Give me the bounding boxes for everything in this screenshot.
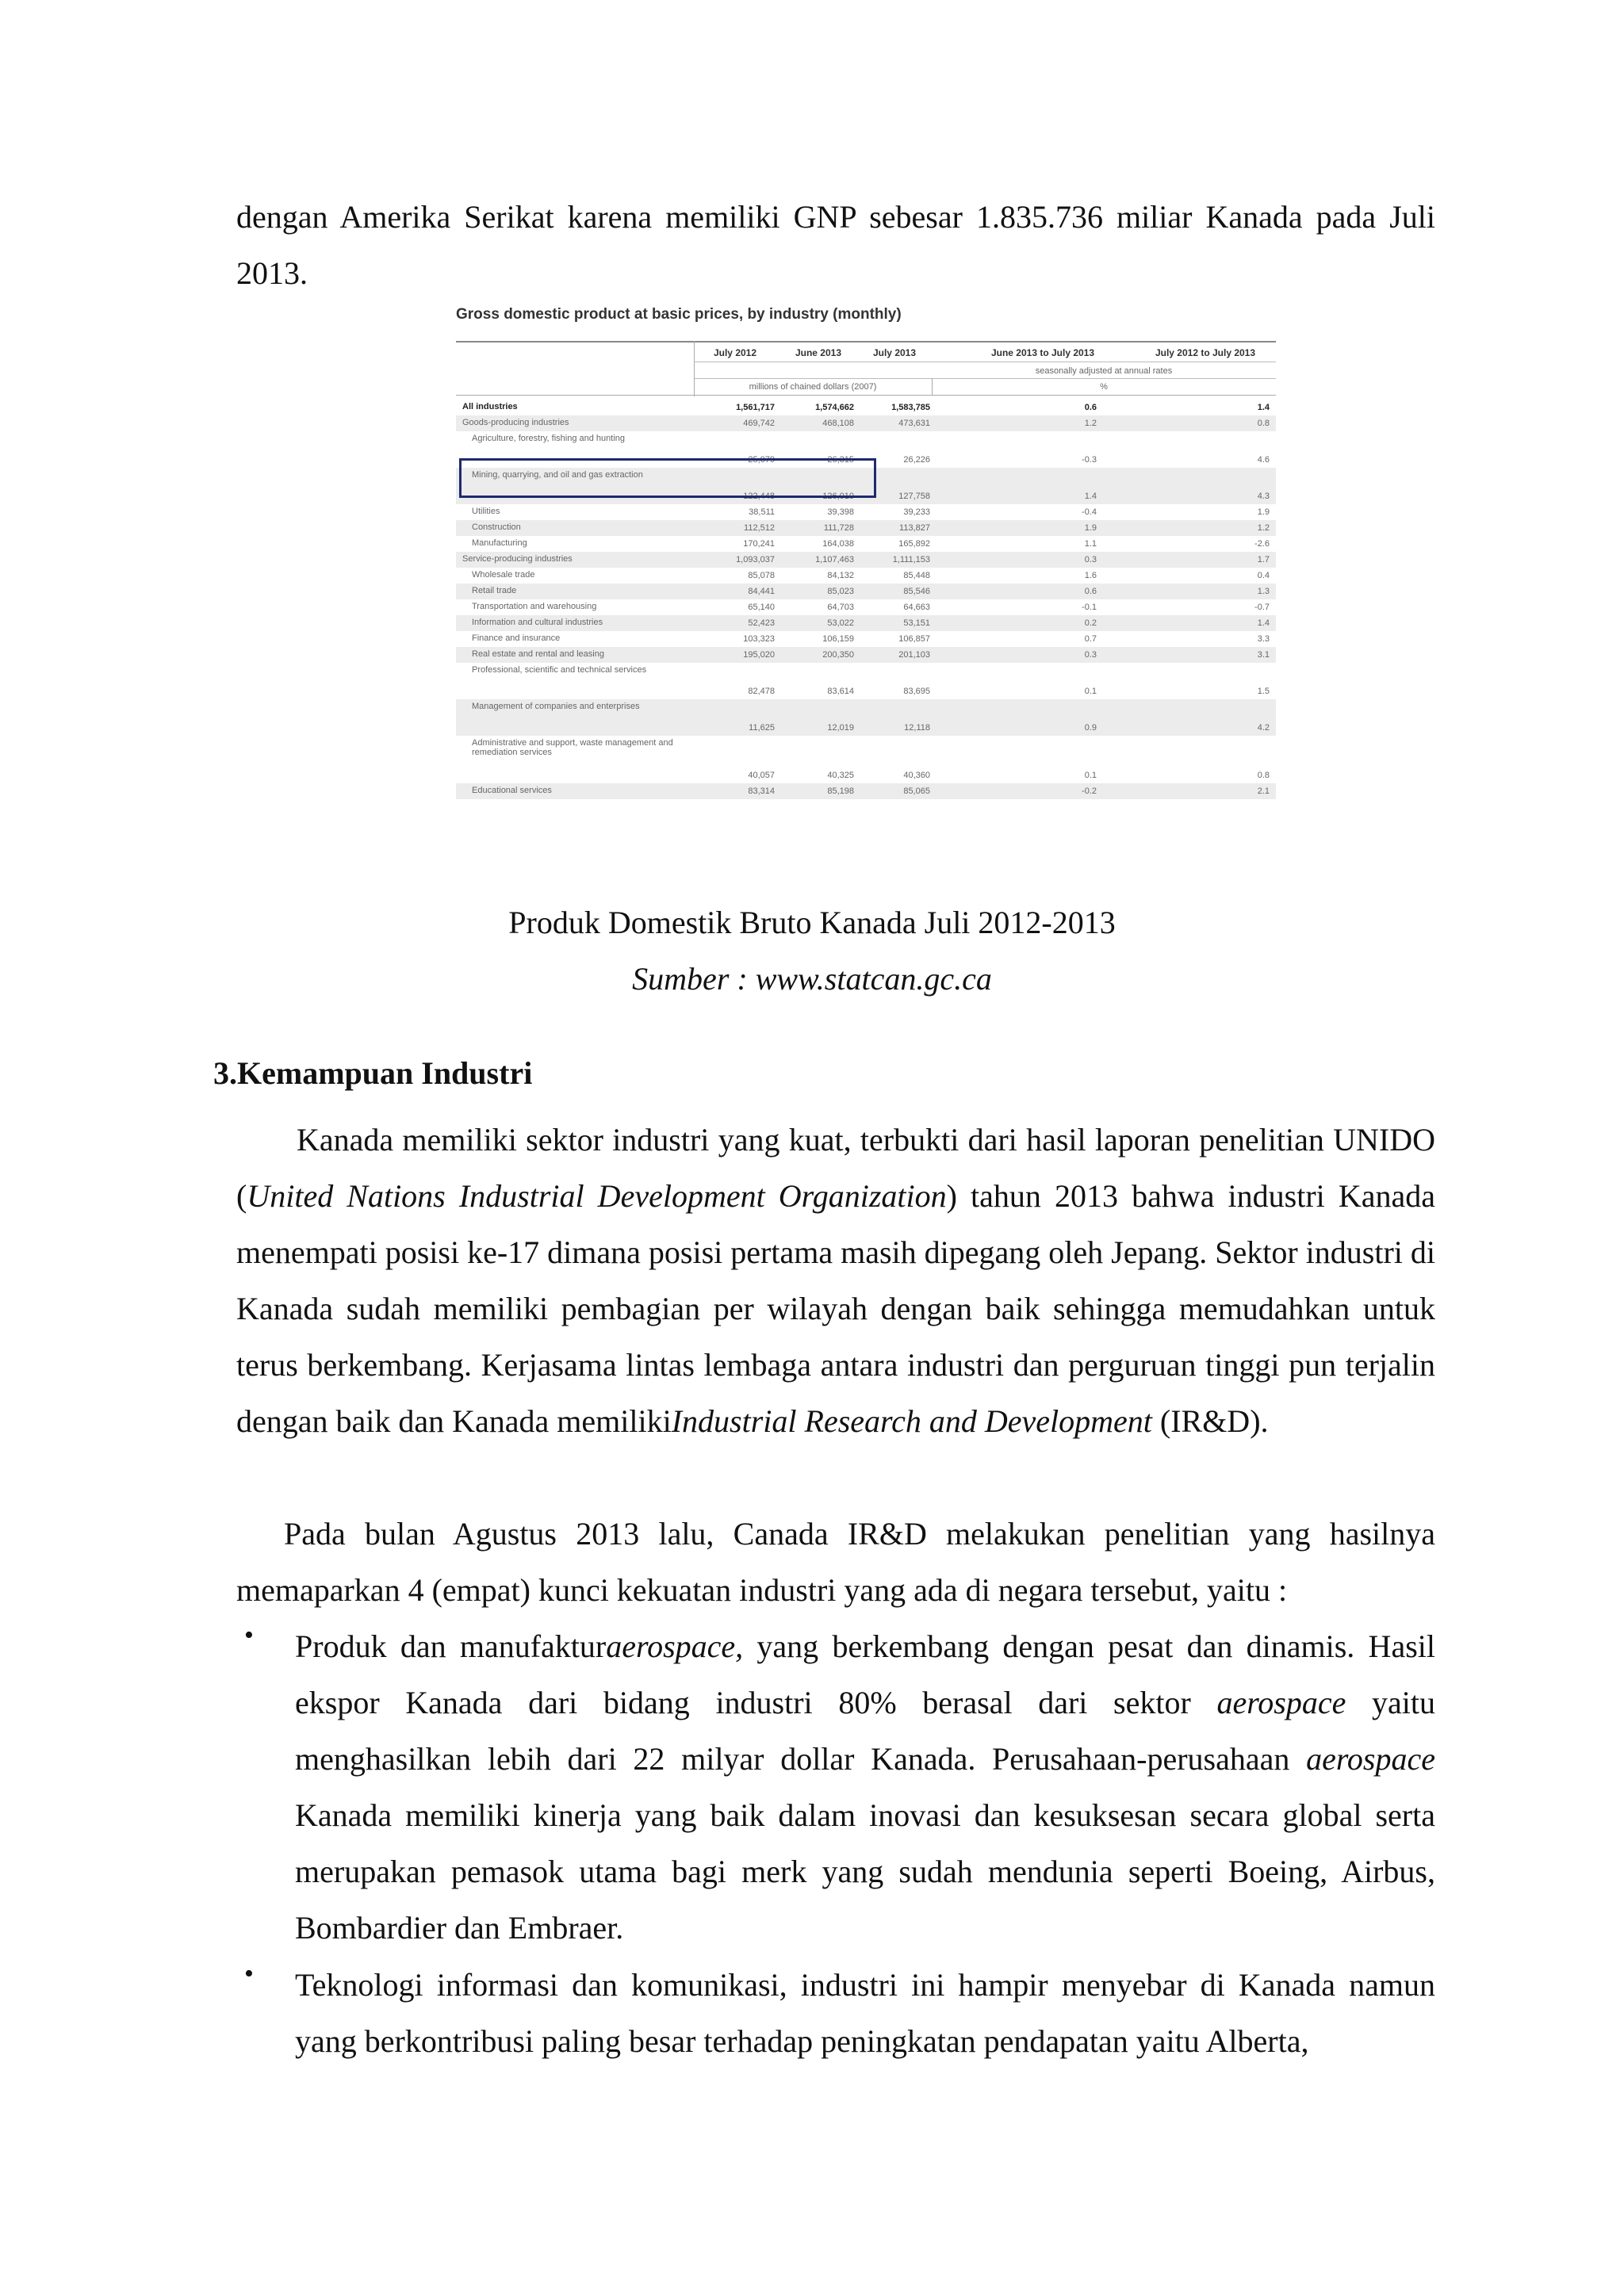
table-cell-annual-change: 1.5 bbox=[1257, 687, 1270, 696]
b1-aerospace-1: aerospace, bbox=[606, 1628, 744, 1664]
bullet-2-text: Teknologi informasi dan komunikasi, industri ini hampir menyebar di Kanada namun yang berkontribusi paling besar terhadap peningkatan pendapatan yaitu Alberta, bbox=[295, 1967, 1435, 2059]
table-cell-july-2013: 39,233 bbox=[903, 507, 930, 517]
table-cell-july-2012: 122,448 bbox=[743, 492, 775, 501]
table-row-label: Management of companies and enterprises bbox=[472, 702, 640, 711]
table-cell-june-2013: 53,022 bbox=[827, 618, 854, 628]
p1-part-a: Kanada memiliki sektor industri yang kuat, terbukti dari hasil laporan penelitian UNIDO ( bbox=[236, 1122, 1435, 1214]
bullet-2-dot: • bbox=[244, 1959, 254, 1988]
table-cell-july-2012: 83,314 bbox=[748, 786, 775, 796]
p1-part-c: ) tahun 2013 bahwa industri Kanada menempati posisi ke-17 dimana posisi pertama masih dipegang oleh Jepang. Sektor industri di Kanada sudah memiliki pembagian per wilayah dengan baik sehingga memudahkan untuk terus berkembang. Kerjasama lintas lembaga antara industri dan perguruan tinggi pun terjalin dengan baik dan Kanada memiliki bbox=[236, 1178, 1435, 1439]
table-cell-june-2013: 85,023 bbox=[827, 587, 854, 596]
table-cell-monthly-change: 1.9 bbox=[1084, 523, 1097, 533]
col-header-1: July 2012 bbox=[713, 347, 757, 358]
b1-part-g: Kanada memiliki kinerja yang baik dalam inovasi dan kesuksesan secara global serta merupakan pemasok utama bagi merk yang sudah mendunia seperti Boeing, Airbus, Bombardier dan Embraer. bbox=[295, 1797, 1435, 1946]
table-cell-july-2012: 38,511 bbox=[749, 507, 775, 517]
table-cell-annual-change: 4.2 bbox=[1257, 723, 1270, 733]
table-cell-monthly-change: 1.1 bbox=[1084, 539, 1097, 549]
table-row-label: Utilities bbox=[472, 507, 500, 516]
table-cell-june-2013: 111,728 bbox=[823, 523, 854, 533]
table-cell-june-2013: 1,107,463 bbox=[815, 555, 854, 564]
header-rule-2 bbox=[694, 378, 1276, 379]
section-number: 3. bbox=[213, 1055, 237, 1091]
p1-unido-name: United Nations Industrial Development Organization bbox=[247, 1178, 947, 1214]
table-row-label: Wholesale trade bbox=[472, 570, 535, 580]
table-row-label: Goods-producing industries bbox=[462, 418, 569, 427]
table-cell-june-2013: 83,614 bbox=[827, 687, 854, 696]
table-cell-july-2012: 469,742 bbox=[743, 419, 775, 428]
table-cell-july-2013: 85,448 bbox=[903, 571, 930, 580]
table-cell-july-2012: 52,423 bbox=[748, 618, 775, 628]
table-cell-july-2012: 195,020 bbox=[743, 650, 775, 660]
table-cell-july-2013: 83,695 bbox=[903, 687, 930, 696]
table-cell-july-2012: 112,512 bbox=[744, 523, 775, 533]
table-cell-july-2013: 1,583,785 bbox=[891, 403, 930, 412]
col-header-2: June 2013 bbox=[795, 347, 842, 358]
table-cell-july-2012: 85,078 bbox=[748, 571, 775, 580]
col-header-5: July 2012 to July 2013 bbox=[1155, 347, 1256, 358]
table-cell-july-2013: 127,758 bbox=[898, 492, 930, 501]
table-cell-july-2013: 53,151 bbox=[903, 618, 930, 628]
table-cell-monthly-change: 1.4 bbox=[1084, 492, 1097, 501]
table-cell-annual-change: 0.8 bbox=[1257, 419, 1270, 428]
table-cell-july-2012: 1,093,037 bbox=[736, 555, 775, 564]
table-cell-monthly-change: -0.4 bbox=[1082, 507, 1097, 517]
table-cell-june-2013: 12,019 bbox=[827, 723, 854, 733]
col-header-3: July 2013 bbox=[872, 347, 917, 358]
col-header-4: June 2013 to July 2013 bbox=[990, 347, 1095, 358]
p1-part-e: (IR&D). bbox=[1151, 1403, 1269, 1439]
table-cell-june-2013: 84,132 bbox=[827, 571, 854, 580]
table-cell-annual-change: 4.3 bbox=[1257, 492, 1270, 501]
table-cell-monthly-change: 0.3 bbox=[1084, 555, 1097, 564]
table-cell-annual-change: 1.9 bbox=[1257, 507, 1270, 517]
table-cell-july-2013: 473,631 bbox=[898, 419, 930, 428]
intro-line-2: 2013. bbox=[236, 255, 308, 291]
table-row-label: Mining, quarrying, and oil and gas extraction bbox=[472, 470, 643, 480]
table-cell-july-2013: 64,663 bbox=[903, 603, 930, 612]
table-row-label: Educational services bbox=[472, 786, 552, 795]
b1-aerospace-2: aerospace bbox=[1216, 1685, 1346, 1720]
b1-part-a: Produk dan manufaktur bbox=[295, 1628, 607, 1664]
table-cell-monthly-change: 0.9 bbox=[1084, 723, 1097, 733]
table-cell-annual-change: 0.8 bbox=[1257, 771, 1270, 780]
table-cell-june-2013: 126,010 bbox=[822, 492, 854, 501]
table-title: Gross domestic product at basic prices, by industry (monthly) bbox=[456, 306, 902, 323]
header-divider-1 bbox=[694, 341, 695, 396]
table-row-label: Service-producing industries bbox=[462, 554, 573, 564]
table-cell-annual-change: 2.1 bbox=[1257, 786, 1270, 796]
b1-part-c: yang berkembang dengan pesat dan dinamis. Hasil ekspor Kanada dari bidang industri 80% berasal dari sektor bbox=[295, 1628, 1435, 1720]
table-top-rule bbox=[456, 341, 1276, 342]
table-cell-monthly-change: 0.1 bbox=[1084, 771, 1097, 780]
table-cell-july-2012: 40,057 bbox=[748, 771, 775, 780]
table-cell-july-2012: 25,079 bbox=[748, 455, 775, 465]
table-cell-annual-change: 1.4 bbox=[1257, 618, 1270, 628]
table-cell-june-2013: 164,038 bbox=[822, 539, 854, 549]
table-cell-june-2013: 106,159 bbox=[822, 634, 854, 644]
table-row-label: Construction bbox=[472, 522, 521, 532]
table-cell-annual-change: 1.3 bbox=[1257, 587, 1270, 596]
table-cell-july-2013: 201,103 bbox=[898, 650, 930, 660]
table-row-label: Finance and insurance bbox=[472, 633, 561, 643]
table-cell-annual-change: -0.7 bbox=[1254, 603, 1270, 612]
table-cell-monthly-change: 1.2 bbox=[1084, 419, 1097, 428]
header-divider-2 bbox=[932, 378, 933, 396]
table-cell-july-2013: 12,118 bbox=[904, 723, 930, 733]
gdp-table-figure bbox=[456, 306, 1276, 882]
table-cell-june-2013: 26,315 bbox=[827, 455, 854, 465]
table-cell-annual-change: 1.2 bbox=[1257, 523, 1270, 533]
table-cell-june-2013: 85,198 bbox=[827, 786, 854, 796]
table-cell-monthly-change: 0.3 bbox=[1084, 650, 1097, 660]
bullet-1-dot: • bbox=[244, 1621, 254, 1650]
table-cell-annual-change: -2.6 bbox=[1254, 539, 1270, 549]
table-row-label: Professional, scientific and technical services bbox=[472, 665, 647, 675]
subheader-adjusted: seasonally adjusted at annual rates bbox=[1035, 366, 1173, 376]
table-cell-monthly-change: 0.7 bbox=[1084, 634, 1097, 644]
intro-text-end bbox=[236, 245, 1435, 301]
table-cell-monthly-change: 0.2 bbox=[1084, 618, 1097, 628]
table-row-label: Information and cultural industries bbox=[472, 618, 603, 627]
table-cell-monthly-change: -0.3 bbox=[1082, 455, 1097, 465]
table-cell-annual-change: 0.4 bbox=[1257, 571, 1270, 580]
table-cell-monthly-change: 0.6 bbox=[1084, 587, 1097, 596]
table-cell-monthly-change: -0.2 bbox=[1082, 786, 1097, 796]
intro-text bbox=[236, 189, 1435, 245]
bullet-1-text bbox=[295, 1618, 1435, 1956]
table-cell-monthly-change: -0.1 bbox=[1082, 603, 1097, 612]
subheader-percent: % bbox=[1100, 382, 1108, 392]
section-heading bbox=[194, 1054, 532, 1092]
table-cell-annual-change: 1.7 bbox=[1257, 555, 1270, 564]
p1-ird-name: Industrial Research and Development bbox=[671, 1403, 1152, 1439]
table-cell-july-2012: 103,323 bbox=[743, 634, 775, 644]
table-cell-july-2012: 11,625 bbox=[749, 723, 775, 733]
table-cell-july-2012: 65,140 bbox=[748, 603, 775, 612]
table-cell-annual-change: 3.1 bbox=[1257, 650, 1270, 660]
table-cell-june-2013: 1,574,662 bbox=[815, 403, 854, 412]
table-cell-monthly-change: 0.6 bbox=[1084, 403, 1097, 412]
table-cell-july-2013: 26,226 bbox=[903, 455, 930, 465]
table-cell-june-2013: 468,108 bbox=[822, 419, 854, 428]
table-cell-june-2013: 64,703 bbox=[827, 603, 854, 612]
table-cell-annual-change: 1.4 bbox=[1257, 403, 1270, 412]
paragraph-1 bbox=[236, 1112, 1435, 1449]
table-cell-july-2013: 40,360 bbox=[903, 771, 930, 780]
table-row-label: Manufacturing bbox=[472, 538, 527, 548]
table-cell-july-2013: 85,065 bbox=[903, 786, 930, 796]
section-title: Kemampuan Industri bbox=[237, 1055, 533, 1091]
subheader-units: millions of chained dollars (2007) bbox=[749, 382, 877, 392]
table-cell-monthly-change: 1.6 bbox=[1084, 571, 1097, 580]
table-cell-july-2012: 82,478 bbox=[748, 687, 775, 696]
highlight-box bbox=[459, 458, 876, 498]
table-row-label: Agriculture, forestry, fishing and hunting bbox=[472, 434, 626, 443]
b1-part-e: yaitu menghasilkan lebih dari 22 milyar dollar Kanada. Perusahaan-perusahaan bbox=[295, 1685, 1436, 1777]
table-cell-july-2013: 1,111,153 bbox=[892, 555, 930, 564]
table-cell-july-2012: 170,241 bbox=[743, 539, 775, 549]
table-cell-july-2012: 1,561,717 bbox=[736, 403, 775, 412]
table-cell-monthly-change: 0.1 bbox=[1084, 687, 1097, 696]
table-cell-july-2013: 165,892 bbox=[898, 539, 930, 549]
table-cell-july-2013: 85,546 bbox=[903, 587, 930, 596]
table-cell-annual-change: 3.3 bbox=[1257, 634, 1270, 644]
table-row-label: Administrative and support, waste management and remediation services bbox=[472, 738, 673, 757]
figure-caption: Produk Domestik Bruto Kanada Juli 2012-2013 bbox=[508, 905, 1116, 940]
b1-aerospace-3: aerospace bbox=[1306, 1741, 1435, 1777]
paragraph-2: Pada bulan Agustus 2013 lalu, Canada IR&D melakukan penelitian yang hasilnya memaparkan 4 (empat) kunci kekuatan industri yang ada di negara tersebut, yaitu : bbox=[236, 1516, 1435, 1608]
figure-source: Sumber : www.statcan.gc.ca bbox=[632, 961, 992, 997]
header-rule-3 bbox=[456, 395, 1276, 396]
intro-line-1: dengan Amerika Serikat karena memiliki GNP sebesar 1.835.736 miliar Kanada pada Juli bbox=[236, 199, 1435, 235]
table-cell-july-2013: 106,857 bbox=[898, 634, 930, 644]
table-cell-july-2012: 84,441 bbox=[748, 587, 775, 596]
table-cell-annual-change: 4.6 bbox=[1257, 455, 1270, 465]
table-row-label: Real estate and rental and leasing bbox=[472, 649, 604, 659]
table-row-label: Transportation and warehousing bbox=[472, 602, 597, 611]
table-cell-june-2013: 39,398 bbox=[827, 507, 854, 517]
table-cell-july-2013: 113,827 bbox=[899, 523, 930, 533]
table-cell-june-2013: 200,350 bbox=[822, 650, 854, 660]
table-row-label: Retail trade bbox=[472, 586, 517, 595]
table-cell-june-2013: 40,325 bbox=[827, 771, 854, 780]
table-row-label: All industries bbox=[462, 402, 518, 411]
